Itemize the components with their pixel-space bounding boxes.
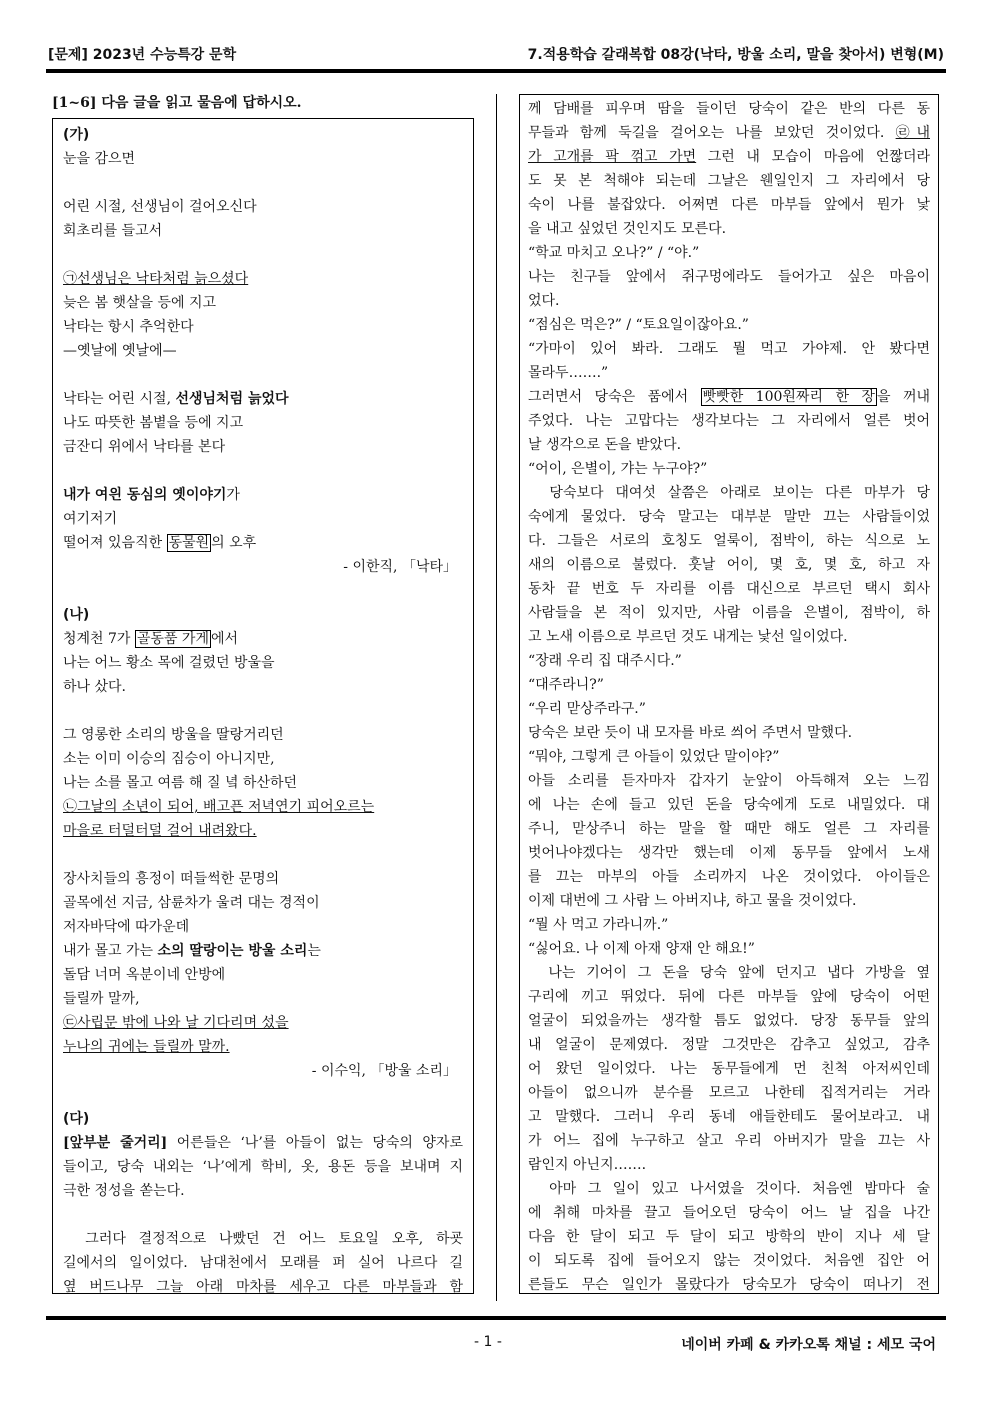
- poem-line: 하나 샀다.: [63, 679, 126, 695]
- poem-line: —옛날에 옛날에—: [63, 343, 177, 359]
- page-number: - 1 -: [474, 1334, 502, 1350]
- section-label-na: (나): [63, 607, 90, 623]
- poem-line: 장사치들의 흥정이 떠들썩한 문명의: [63, 871, 280, 887]
- poem-line: 여기저기: [63, 511, 118, 527]
- poem-line: 골목에선 지금, 삼륜차가 울려 대는 경적이: [63, 895, 320, 911]
- summary-label: [앞부분 줄거리]: [63, 1135, 168, 1151]
- instruction: [1~6] 다음 글을 읽고 물음에 답하시오.: [52, 95, 302, 111]
- poem-line: 어린 시절, 선생님이 걸어오신다: [63, 199, 257, 215]
- source-citation: - 이수익, 「방울 소리」: [311, 1063, 457, 1079]
- poem-line: 늦은 봄 햇살을 등에 지고: [63, 295, 217, 311]
- poem-line: 내가 여읜 동심의 옛이야기가: [63, 487, 240, 503]
- poem-line: 낙타는 항시 추억한다: [63, 319, 194, 335]
- poem-line: 소는 이미 이승의 짐승이 아니지만,: [63, 751, 275, 767]
- section-label-ga: (가): [63, 127, 90, 143]
- left-passage-box: [52, 118, 474, 1294]
- poem-line: 청계천 7가 골동품 가게 에서: [63, 631, 239, 647]
- boxed-phrase: 빳빳한 100원짜리 한 장: [702, 389, 875, 405]
- right-passage-box: [519, 94, 939, 1294]
- poem-line: 저자바닥에 따가운데: [63, 919, 190, 935]
- column-divider: [496, 94, 497, 1301]
- bottom-rule: [46, 1316, 946, 1320]
- poem-line: 나는 어느 황소 목에 걸렸던 방울을: [63, 655, 275, 671]
- page-header: [46, 44, 946, 66]
- prose-paragraph: 그러다 결정적으로 나빴던 건 어느 토요일 오후, 하굣 길에서의 일이었다. 남대천에서 모래를 퍼 실어 나르다 길 옆 버드나무 그늘 아래 마차를 세우고 다른 마부들과 함: [63, 1231, 463, 1295]
- summary-paragraph: [앞부분 줄거리] 어른들은 ‘나’를 아들이 없는 당숙의 양자로 들이고, 당숙 내외는 ‘나’에게 학비, 옷, 용돈 등을 보내며 지 극한 정성을 쏟는다.: [63, 1135, 463, 1199]
- source-citation: - 이한직, 「낙타」: [343, 559, 457, 575]
- top-rule: [46, 69, 946, 73]
- prose-column: 께 담배를 피우며 땀을 들이던 당숙이 같은 반의 다른 동 무들과 함께 둑길을 걸어오는 나를 보았던 것이었다. ㉣내 가 고개를 팍 꺾고 가면 그런 내 모습이 마음에 언짢더라 도 못 본 척해야 되는데 그날은 웬일인지 그 자리에서 당 숙이 나를 불잡았다. 어쩌면 다른 마부들 앞에서 뭔가 낯 을 내고 싶었던 것인지도 모른다. “학교 마치고 오나?” / “야.” 나는 친구들 앞에서 쥐구멍에라도 들어가고 싶은 마음이 었다. “점심은 먹은?” / “토요일이잖아요.” “가마이 있어 봐라. 그래도 뭘 먹고 가야제. 안 봤다면 몰라두…….” 그러면서 당숙은 품에서 빳빳한 100원짜리 한 장 을 꺼내 주었다. 나는 고맙다는 생각보다는 그 자리에서 얼른 벗어 날 생각으로 돈을 받았다. “어이, 은별이, 갸는 누구야?” 당숙보다 대여섯 살쯤은 아래로 보이는 다른 마부가 당 숙에게 물었다. 당숙 말고는 대부분 말만 끄는 사람들이었 다. 그들은 서로의 호칭도 얼룩이, 점박이, 하는 식으로 노 새의 이름으로 불렀다. 훗날 어이, 몇 호, 몇 호, 하고 자 동차 끝 번호 두 자리를 이름 대신으로 부르던 택시 회사 사람들을 본 적이 있지만, 사람 이름을 은별이, 점박이, 하 고 노새 이름으로 부르던 것도 내게는 낯선 일이었다. “장래 우리 집 대주시다.” “대주라니?” “우리 맏상주라구.” 당숙은 보란 듯이 내 모자를 바로 씌어 주면서 말했다. “뭐야, 그렇게 큰 아들이 있었단 말이야?” 아들 소리를 듣자마자 갑자기 눈앞이 아득해져 오는 느낌 에 나는 손에 들고 있던 돈을 당숙에게 도로 내밀었다. 대 주니, 맏상주니 하는 말을 할 때만 해도 얼른 그 자리를 벗어나야겠다는 생각만 했는데 이제 동무들 앞에서 노새 를 끄는 마부의 아들 소리까지 나온 것이었다. 아이들은 이제 대번에 그 사람 느 아버지냐, 하고 물을 것이었다. “뭘 사 먹고 가라니까.” “싫어요. 나 이제 아재 양재 안 해요!” 나는 기어이 그 돈을 당숙 앞에 던지고 냅다 가방을 옆 구리에 끼고 뛰었다. 뒤에 다른 마부들 앞에 당숙이 어떤 얼굴이 되었을까는 생각할 틈도 없었다. 당장 동무들 앞의 내 얼굴이 문제였다. 정말 그것만은 감추고 싶었고, 감추 어 왔던 일이었다. 나는 동무들에게 먼 친척 아저씨인데 아들이 없으니까 분수를 모르고 나한테 집적거리는 거라 고 말했다. 그러니 우리 동네 애들한테도 물어보라고. 내 가 어느 집에 누구하고 살고 우리 아버지가 말을 끄는 사 람인지 아닌지……. 아마 그 일이 있고 나서였을 것이다. 처음엔 밤마다 술 에 취해 마차를 끌고 들어오던 당숙이 어느 날 집을 나간 다음 한 달이 되고 두 달이 되고 방학의 반이 지나 세 달 이 되도록 집에 들어오지 않는 것이었다. 처음엔 집안 어 른들도 무슨 일인가 몰랐다가 당숙모가 당숙이 떠나기 전: [528, 101, 930, 1293]
- poem-line: 낙타는 어린 시절, 선생님처럼 늙었다: [63, 391, 289, 407]
- footer-brand: 네이버 카페 & 카카오톡 채널 : 세모 국어: [681, 1337, 936, 1353]
- poem-line-marked: 마을로 터덜터덜 걸어 내려왔다.: [63, 823, 257, 839]
- poem-line: 그 영롱한 소리의 방울을 딸랑거리던: [63, 727, 284, 743]
- poem-line-marked: 누나의 귀에는 들릴까 말까.: [63, 1039, 230, 1055]
- poem-line: 눈을 감으면: [63, 151, 136, 167]
- poem-line: 떨어져 있음직한 동물원 의 오후: [63, 535, 257, 551]
- poem-line-marked: ㉠선생님은 낙타처럼 늙으셨다: [63, 271, 249, 287]
- poem-line: 들릴까 말까,: [63, 991, 140, 1007]
- poem-line: 내가 몰고 가는 소의 딸랑이는 방울 소리는: [63, 943, 321, 959]
- poem-line: 금잔디 위에서 낙타를 본다: [63, 439, 226, 455]
- poem-line-marked: ㉡그날의 소년이 되어, 배고픈 저녁연기 피어오르는: [63, 799, 375, 815]
- poem-line-marked: ㉢사립문 밖에 나와 날 기다리며 섰을: [63, 1015, 289, 1031]
- header-right: 7.적용학습 갈래복합 08강(낙타, 방울 소리, 말을 찾아서) 변형(M): [527, 47, 944, 63]
- section-label-da: (다): [63, 1111, 90, 1127]
- poem-line: 나는 소를 몰고 여름 해 질 녘 하산하던: [63, 775, 298, 791]
- poem-line: 회초리를 들고서: [63, 223, 163, 239]
- poem-line: 돌담 너머 옥분이네 안방에: [63, 967, 226, 983]
- poem-line: 나도 따뜻한 봄볕을 등에 지고: [63, 415, 244, 431]
- header-left: [문제] 2023년 수능특강 문학: [48, 47, 237, 63]
